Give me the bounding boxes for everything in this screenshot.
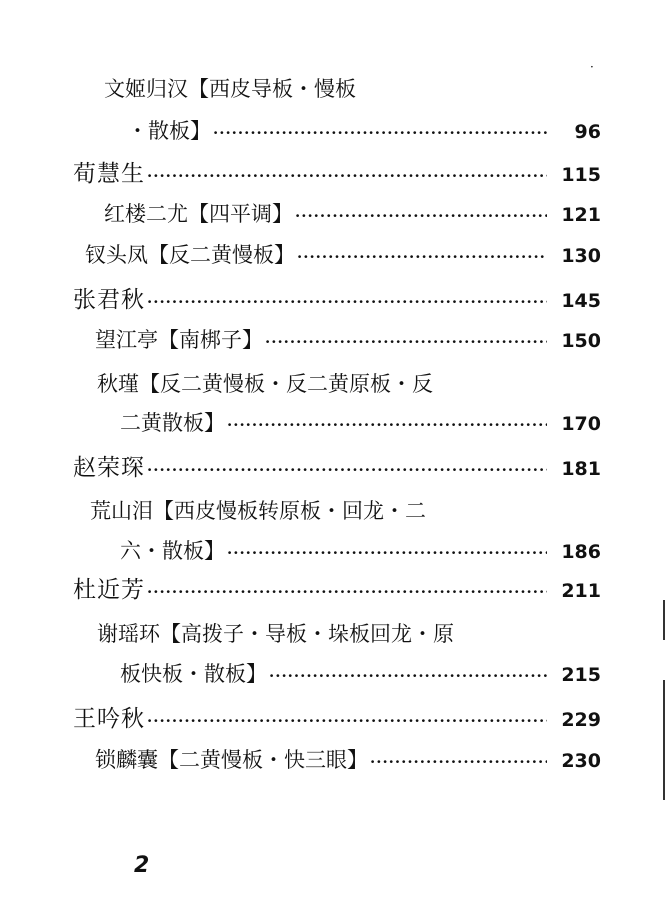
- dot-leader: [227, 411, 547, 439]
- toc-entry-title: 望江亭【南梆子】: [95, 328, 263, 352]
- toc-entry-page: 150: [561, 330, 601, 352]
- dot-leader: [213, 119, 547, 147]
- scan-edge-mark: [663, 680, 665, 800]
- dot-leader: [147, 288, 547, 316]
- toc-artist-du-jinfang[interactable]: [73, 576, 601, 606]
- toc-entry-qiujin-cont[interactable]: [120, 409, 601, 439]
- toc-entry-title: 六・散板】: [120, 539, 225, 563]
- dot-leader: [147, 578, 547, 606]
- toc-entry-page: 145: [561, 290, 601, 312]
- toc-line-huangshan: 荒山泪【西皮慢板转原板・回龙・二: [90, 499, 426, 523]
- dot-leader: [370, 748, 547, 776]
- toc-entry-wangjiang[interactable]: [95, 326, 601, 356]
- toc-entry-title: 二黄散板】: [120, 411, 225, 435]
- dot-leader: [269, 662, 547, 690]
- toc-artist-name: 王吟秋: [73, 706, 145, 732]
- toc-artist-wang-yinqiu[interactable]: [73, 705, 601, 735]
- dot-leader: [297, 243, 547, 271]
- toc-entry-title: 钗头凤【反二黄慢板】: [85, 243, 295, 267]
- dot-leader: [147, 456, 547, 484]
- toc-line-xieyao: 谢瑶环【高拨子・导板・垛板回龙・原: [97, 622, 454, 646]
- toc-entry-title: 锁麟囊【二黄慢板・快三眼】: [95, 748, 368, 772]
- toc-entry-page: 170: [561, 413, 601, 435]
- toc-artist-name: 荀慧生: [73, 161, 145, 187]
- toc-entry-page: 121: [561, 204, 601, 226]
- toc-line-wenji: 文姬归汉【西皮导板・慢板: [104, 77, 356, 101]
- dot-leader: [295, 202, 547, 230]
- toc-entry-page: 215: [561, 664, 601, 686]
- toc-entry-title: 板快板・散板】: [120, 662, 267, 686]
- toc-artist-name: 杜近芳: [73, 577, 145, 603]
- toc-artist-xun-huisheng[interactable]: [73, 160, 601, 190]
- toc-entry-suolin[interactable]: [95, 746, 601, 776]
- toc-artist-name: 张君秋: [73, 287, 145, 313]
- toc-artist-zhao-rongchen[interactable]: [73, 454, 601, 484]
- toc-entry-honglou[interactable]: [104, 200, 601, 230]
- toc-entry-wenji-cont[interactable]: [127, 117, 601, 147]
- toc-entry-page: 229: [561, 709, 601, 731]
- page-number: 2: [134, 853, 150, 878]
- toc-entry-xieyao-cont[interactable]: [120, 660, 601, 690]
- toc-line-qiujin: 秋瑾【反二黄慢板・反二黄原板・反: [97, 372, 433, 396]
- toc-entry-huangshan-cont[interactable]: [120, 537, 601, 567]
- dot-leader: [265, 328, 547, 356]
- toc-entry-chaitou[interactable]: [85, 241, 601, 271]
- toc-entry-page: 115: [561, 164, 601, 186]
- dot-leader: [147, 162, 547, 190]
- toc-entry-page: 96: [574, 121, 601, 143]
- print-speck: ·: [590, 60, 594, 74]
- toc-artist-zhang-junqiu[interactable]: [73, 286, 601, 316]
- toc-entry-page: 211: [561, 580, 601, 602]
- toc-entry-page: 230: [561, 750, 601, 772]
- toc-entry-title: ・散板】: [127, 119, 211, 143]
- scan-edge-mark: [663, 600, 665, 640]
- toc-entry-page: 181: [561, 458, 601, 480]
- toc-entry-title: 红楼二尤【四平调】: [104, 202, 293, 226]
- dot-leader: [147, 707, 547, 735]
- toc-entry-page: 130: [561, 245, 601, 267]
- toc-artist-name: 赵荣琛: [73, 455, 145, 481]
- toc-entry-page: 186: [561, 541, 601, 563]
- dot-leader: [227, 539, 547, 567]
